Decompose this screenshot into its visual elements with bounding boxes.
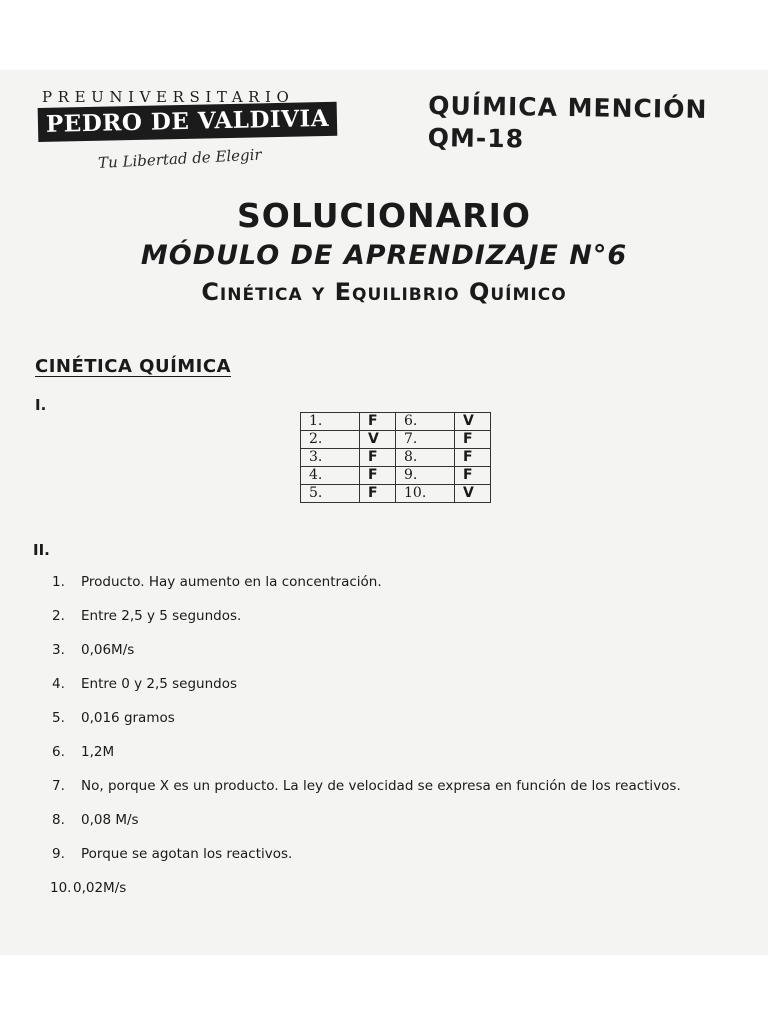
part-one-label: I. — [35, 396, 47, 414]
question-number: 1. — [301, 413, 360, 431]
answer-text: Entre 2,5 y 5 segundos. — [81, 608, 242, 624]
topic-title: Cinética y Equilibrio Químico — [201, 278, 567, 306]
logo-name: PEDRO DE VALDIVIA — [38, 102, 338, 142]
answer-value: F — [455, 467, 491, 485]
scan-border-bottom — [0, 955, 768, 1024]
answer-text: 0,06M/s — [81, 642, 135, 658]
answer-value: V — [455, 413, 491, 431]
answer-text: No, porque X es un producto. La ley de velocidad se expresa en función de los reactivos. — [81, 778, 681, 794]
answer-value: F — [360, 485, 396, 503]
answer-text: Porque se agotan los reactivos. — [81, 846, 293, 862]
answer-number: 10. — [50, 880, 72, 896]
answer-number: 4. — [52, 676, 65, 692]
list-item — [52, 740, 752, 774]
answer-number: 1. — [52, 574, 65, 590]
section-heading: CINÉTICA QUÍMICA — [35, 356, 232, 377]
answer-value: F — [455, 449, 491, 467]
table-row — [301, 431, 491, 449]
course-code: QM-18 — [427, 123, 525, 154]
part-two-label: II. — [33, 541, 50, 559]
table-row — [301, 449, 491, 467]
answer-value: F — [360, 449, 396, 467]
answer-number: 8. — [52, 812, 65, 828]
true-false-table — [300, 412, 491, 503]
answer-number: 7. — [52, 778, 65, 794]
question-number: 7. — [396, 431, 455, 449]
list-item — [52, 672, 752, 706]
list-item — [52, 604, 752, 638]
question-number: 2. — [301, 431, 360, 449]
table-row — [301, 485, 491, 503]
answer-number: 2. — [52, 608, 65, 624]
answer-value: F — [455, 431, 491, 449]
question-number: 8. — [396, 449, 455, 467]
question-number: 5. — [301, 485, 360, 503]
document-title: SOLUCIONARIO — [237, 196, 531, 235]
list-item — [52, 706, 752, 740]
institution-logo — [38, 88, 330, 173]
table-row — [301, 467, 491, 485]
logo-tagline: Tu Libertad de Elegir — [97, 145, 263, 173]
table-row — [301, 413, 491, 431]
question-number: 4. — [301, 467, 360, 485]
course-header — [428, 90, 708, 158]
answer-list — [52, 570, 752, 910]
answer-text: 0,016 gramos — [81, 710, 175, 726]
answer-number: 3. — [52, 642, 65, 658]
answer-text: 1,2M — [81, 744, 115, 760]
list-item — [52, 570, 752, 604]
question-number: 10. — [396, 485, 455, 503]
question-number: 6. — [396, 413, 455, 431]
question-number: 9. — [396, 467, 455, 485]
list-item — [52, 876, 752, 910]
answer-text: Producto. Hay aumento en la concentración. — [81, 574, 382, 590]
list-item — [52, 638, 752, 672]
answer-value: V — [455, 485, 491, 503]
list-item — [52, 774, 752, 808]
list-item — [52, 808, 752, 842]
answer-text: 0,02M/s — [73, 880, 127, 896]
answer-value: F — [360, 413, 396, 431]
module-title: MÓDULO DE APRENDIZAJE N°6 — [140, 240, 628, 271]
logo-top-line: PREUNIVERSITARIO — [42, 88, 295, 106]
scan-border-top — [0, 0, 768, 70]
answer-number: 5. — [52, 710, 65, 726]
answer-text: Entre 0 y 2,5 segundos — [81, 676, 238, 692]
answer-number: 6. — [52, 744, 65, 760]
answer-value: V — [360, 431, 396, 449]
answer-text: 0,08 M/s — [81, 812, 139, 828]
question-number: 3. — [301, 449, 360, 467]
course-subject: QUÍMICA MENCIÓN — [428, 91, 708, 124]
answer-number: 9. — [52, 846, 65, 862]
list-item — [52, 842, 752, 876]
answer-value: F — [360, 467, 396, 485]
